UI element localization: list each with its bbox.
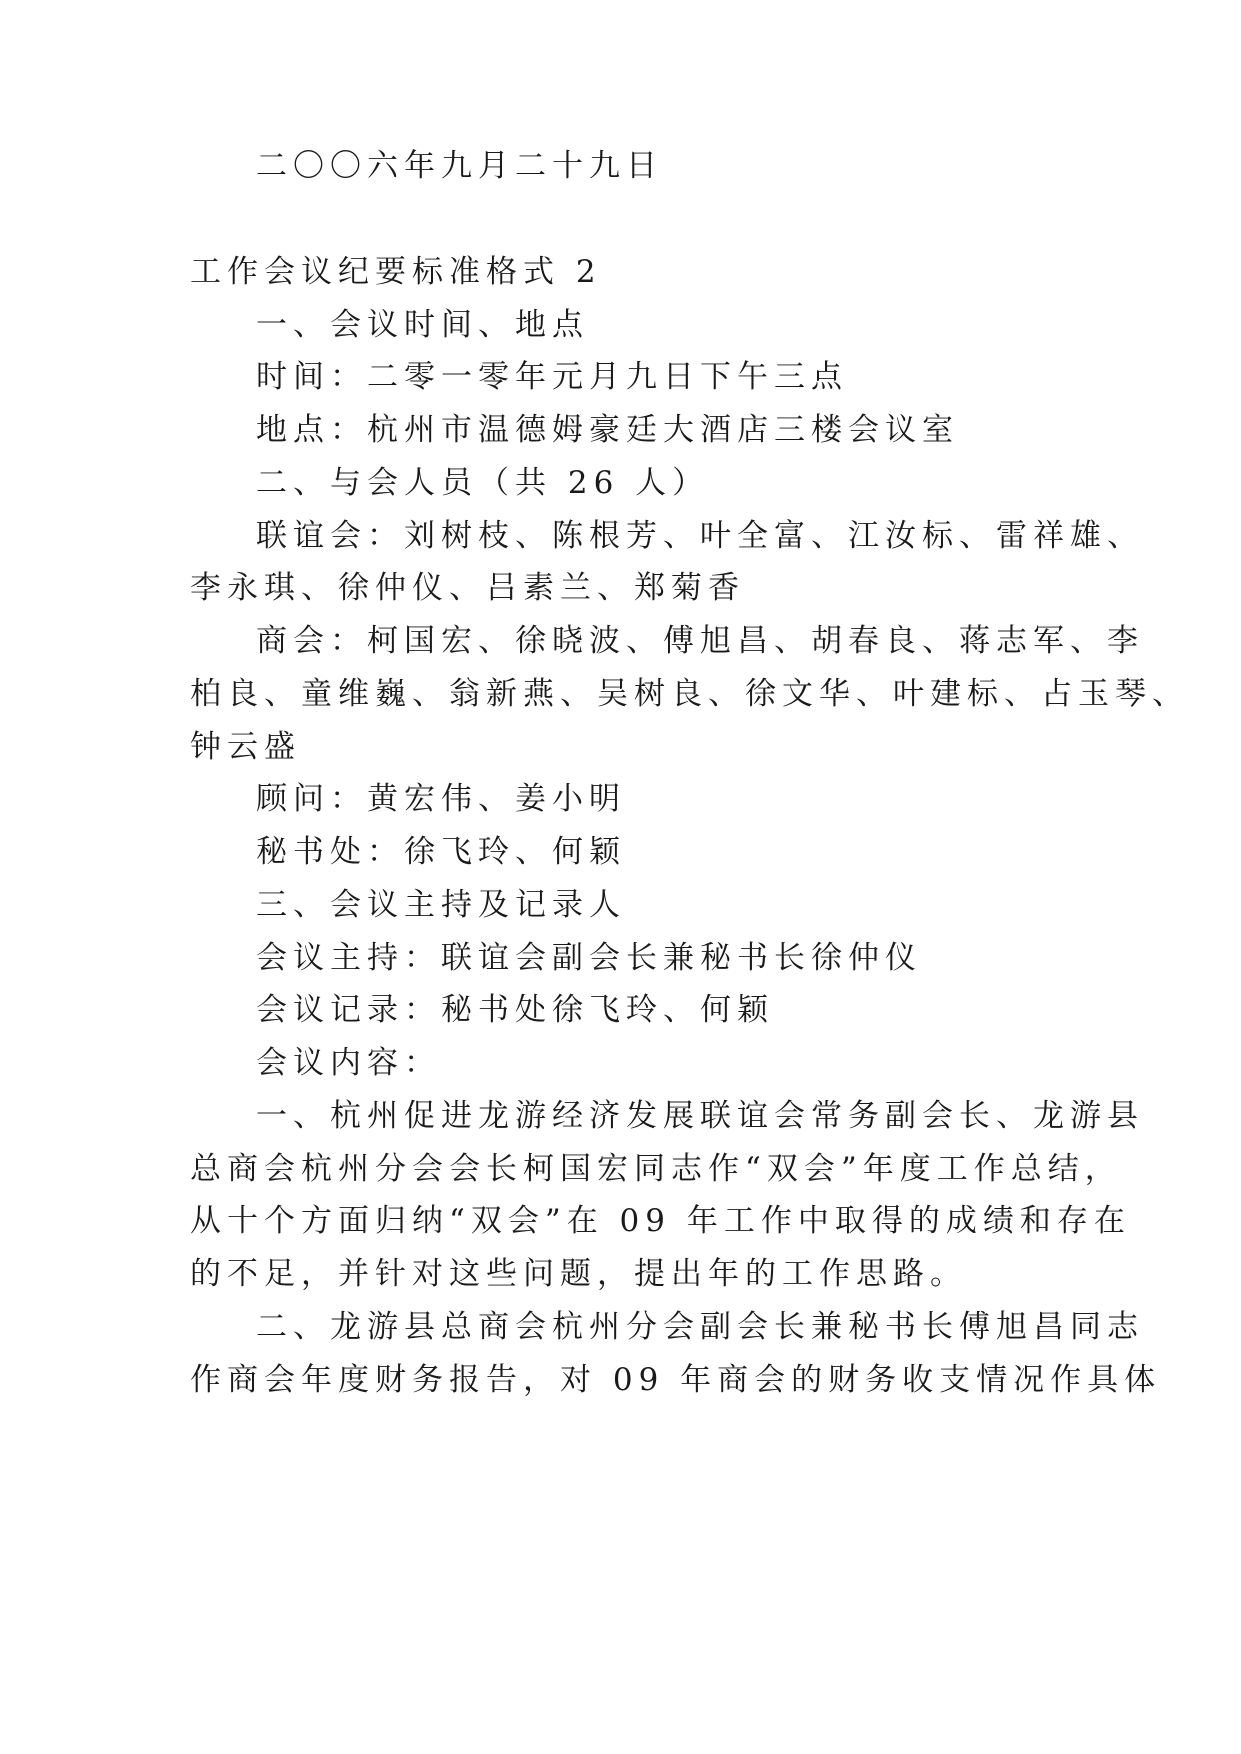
- content-item-1-line-2: 总商会杭州分会会长柯国宏同志作“双会”年度工作总结，: [190, 1151, 1122, 1187]
- meeting-recorder: 会议记录：秘书处徐飞玲、何颖: [256, 992, 774, 1028]
- attendees-chamber-line-2: 柏良、童维巍、翁新燕、吴树良、徐文华、叶建标、占玉琴、: [190, 676, 1189, 712]
- attendees-advisors: 顾问：黄宏伟、姜小明: [256, 781, 626, 817]
- meeting-place: 地点：杭州市温德姆豪廷大酒店三楼会议室: [256, 412, 959, 448]
- attendees-chamber-line-3: 钟云盛: [190, 729, 301, 765]
- content-item-1-line-4: 的不足，并针对这些问题，提出年的工作思路。: [190, 1256, 967, 1292]
- content-item-2-line-1: 二、龙游县总商会杭州分会副会长兼秘书长傅旭昌同志: [256, 1309, 1144, 1345]
- meeting-host: 会议主持：联谊会副会长兼秘书长徐仲仪: [256, 940, 922, 976]
- attendees-association-line-1: 联谊会：刘树枝、陈根芳、叶全富、江汝标、雷祥雄、: [256, 518, 1144, 554]
- attendees-association-line-2: 李永琪、徐仲仪、吕素兰、郑菊香: [190, 570, 745, 606]
- section-heading-host-recorder: 三、会议主持及记录人: [256, 887, 626, 923]
- section-heading-attendees: 二、与会人员（共 26 人）: [256, 465, 710, 501]
- content-item-1-line-1: 一、杭州促进龙游经济发展联谊会常务副会长、龙游县: [256, 1098, 1144, 1134]
- content-item-2-line-2: 作商会年度财务报告，对 09 年商会的财务收支情况作具体: [190, 1362, 1162, 1398]
- attendees-secretariat: 秘书处：徐飞玲、何颖: [256, 834, 626, 870]
- date-line: 二〇〇六年九月二十九日: [256, 148, 663, 184]
- attendees-chamber-line-1: 商会：柯国宏、徐晓波、傅旭昌、胡春良、蒋志军、李: [256, 623, 1144, 659]
- content-item-1-line-3: 从十个方面归纳“双会”在 09 年工作中取得的成绩和存在: [190, 1203, 1131, 1239]
- section-heading-time-place: 一、会议时间、地点: [256, 307, 589, 343]
- document-heading: 工作会议纪要标准格式 2: [190, 254, 602, 290]
- meeting-time: 时间：二零一零年元月九日下午三点: [256, 359, 848, 395]
- meeting-content-label: 会议内容：: [256, 1045, 441, 1081]
